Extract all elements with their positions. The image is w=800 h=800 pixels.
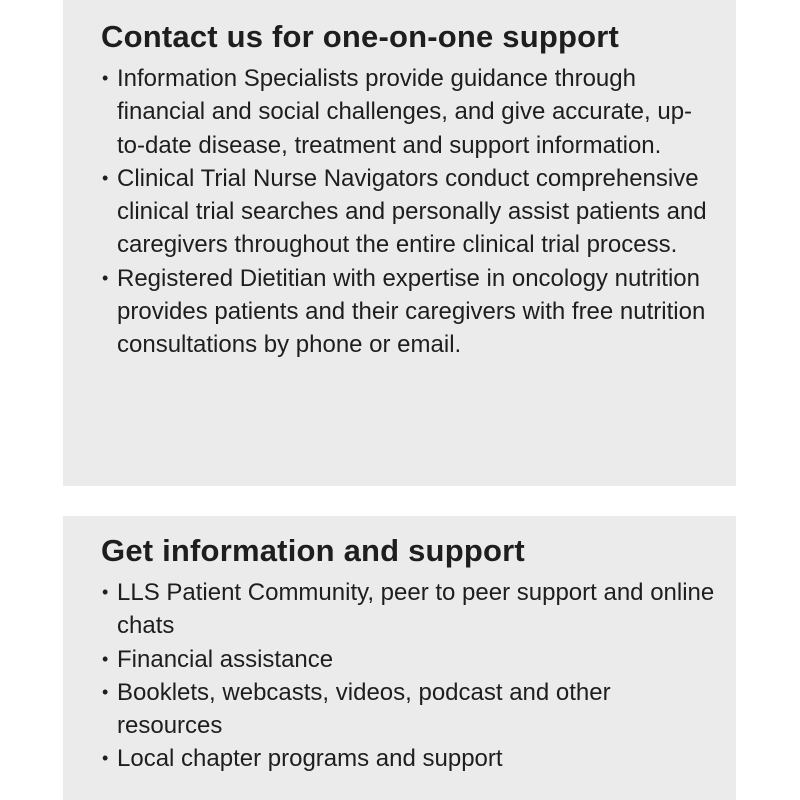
list-item [101, 676, 716, 743]
list-item [101, 62, 716, 162]
list-item-text: Local chapter programs and support [117, 745, 503, 773]
list-item-text: Financial assistance [117, 645, 334, 673]
list-item-text: Information Specialists provide guidance through financial and social challenges, and give accurate, up-to-date disease, treatment and support information. [117, 65, 693, 159]
list-item-text: LLS Patient Community, peer to peer support and online chats [117, 579, 715, 640]
bullet-icon: • [102, 748, 109, 769]
information-support-list [101, 576, 716, 776]
list-item [101, 742, 716, 775]
list-item [101, 576, 716, 643]
list-item [101, 643, 716, 676]
list-item-text: Registered Dietitian with expertise in oncology nutrition provides patients and their caregivers with free nutrition consultations by phone or email. [117, 264, 706, 359]
contact-support-list [101, 62, 716, 362]
bullet-icon: • [102, 648, 109, 669]
contact-support-panel [63, 0, 736, 486]
bullet-icon: • [102, 582, 109, 602]
contact-support-heading: Contact us for one-on-one support [101, 19, 620, 54]
list-item-text: Clinical Trial Nurse Navigators conduct comprehensive clinical trial searches and personally assist patients and caregivers throughout the entire clinical trial process. [117, 164, 707, 259]
information-support-panel [63, 516, 736, 800]
bullet-icon: • [102, 68, 109, 88]
bullet-icon: • [102, 681, 109, 702]
information-support-heading: Get information and support [101, 533, 525, 568]
list-item [101, 262, 716, 362]
bullet-icon: • [102, 267, 109, 288]
bullet-icon: • [102, 167, 109, 188]
list-item-text: Booklets, webcasts, videos, podcast and other resources [117, 678, 611, 740]
list-item [101, 162, 716, 262]
